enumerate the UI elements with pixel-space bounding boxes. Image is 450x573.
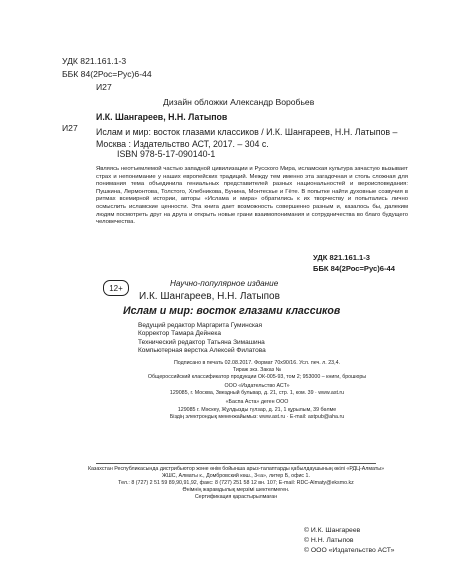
imprint-block [96, 360, 418, 421]
udk-code-top: УДК 821.161.1-3 [62, 56, 127, 66]
credit-editor: Ведущий редактор Маргарита Гуминская [138, 322, 263, 329]
credit-tech-editor: Технический редактор Татьяна Зимашина [138, 338, 265, 346]
copyright-line: © И.К. Шангареев [304, 527, 361, 534]
book-title: Ислам и мир: восток глазами классиков [123, 305, 341, 317]
biblio-text: Ислам и мир: восток глазами классиков / И.К. Шангареев, Н.Н. Латыпов – Москва : Издательство АСТ, 2017. – 304 с. [96, 127, 398, 149]
book-authors: И.К. Шангареев, Н.Н. Латыпов [139, 291, 280, 302]
imprint-line: Подписано в печать 02.08.2017. Формат 70х90/16. Усл. печ. л. 23,4. [174, 360, 340, 366]
imprint-line: Общероссийский классификатор продукции ОК-005-93, том 2; 953000 – книги, брошюры [147, 374, 367, 381]
distribution-line: Тел.: 8 (727) 2 51 59 89,90,91,92, факс: 8 (727) 251 58 12 вн. 107; E-mail: RDC-Almaty@eksmo.kz [118, 480, 354, 487]
credit-corrector: Корректор Тамара Дейнека [138, 330, 221, 338]
bbk-code-right: ББК 84(2Рос=Рус)6-44 [313, 264, 395, 273]
distribution-line: Өнімнің жарамдылық мерзімі шектелмеген. [182, 487, 290, 494]
imprint-line: Тираж экз. Заказ № [232, 367, 282, 374]
distribution-line: Казахстан Республикасында дистрибьютор және өнім бойынша арыз-талаптарды қабылдаушының өкілі «РДЦ-Алматы» [87, 466, 385, 472]
distribution-block [56, 463, 416, 501]
author-mark-card: И27 [62, 123, 78, 133]
copyright-line: © ООО «Издательство АСТ» [304, 547, 395, 554]
bbk-code-top: ББК 84(2Рос=Рус)6-44 [62, 69, 152, 79]
imprint-line: Біздің электрондық мекенжайымыз: www.ast.ru · E-mail: astpub@aha.ru [169, 413, 345, 420]
editorial-credits [138, 322, 266, 356]
udk-code-right: УДК 821.161.1-3 [313, 253, 371, 262]
copyright-block [304, 526, 394, 556]
cover-design-credit: Дизайн обложки Александр Воробьев [163, 97, 315, 107]
divider [96, 463, 376, 464]
imprint-line: «Баспа Аста» деген ООО [225, 399, 289, 406]
copyright-line: © Н.Н. Латыпов [304, 537, 354, 544]
imprint-line: 129085, г. Москва, Звездный бульвар, д. 21, стр. 1, ком. 39 · www.ast.ru [169, 390, 345, 397]
bibliographic-description [96, 126, 414, 150]
distribution-line: Сертификация қарастырылмаған [194, 494, 278, 501]
distribution-line: ЖШС, Алматы к., Домбровский көш., 3«а», литер Б, офис 1. [162, 473, 310, 480]
credit-layout: Компьютерная верстка Алексей Филатова [138, 347, 266, 355]
author-mark-top: И27 [96, 82, 112, 92]
genre-label: Научно-популярное издание [170, 279, 279, 288]
age-rating-badge: 12+ [103, 280, 129, 296]
imprint-line: ООО «Издательство АСТ» [224, 383, 290, 390]
card-authors: И.К. Шангареев, Н.Н. Латыпов [96, 112, 228, 122]
isbn: ISBN 978-5-17-090140-1 [117, 149, 216, 159]
imprint-line: 129085 г. Мәскеу, Жұлдызды гүлзар, д. 21, 1 құрылым, 39 бөлме [177, 406, 337, 413]
annotation: Являясь неотъемлемой частью западной цивилизации и Русского Мира, исламская культура зачастую вызывает страх и непонимание у наших европейских традиций. Между тем именно эта загадочная и столь сложная для понимания тема объединила гениальных представителей разных национальностей и вероисповедания: Пушкина, Лермонтова, Толстого, Хлебникова, Бунина, Монтескье и Гёте. В попытке найти духовные созвучия в ритмах всемирной истории, авторы «Ислама и мира» обратились к их творчеству и попытались лично осмыслить исламские ценности. Эта книга дает возможность совершенно разным и, казалось бы, далеким людям посмотреть друг на друга и открыть новые грани взаимопонимания и сотрудничества во благо будущего человечества. [96, 166, 408, 226]
